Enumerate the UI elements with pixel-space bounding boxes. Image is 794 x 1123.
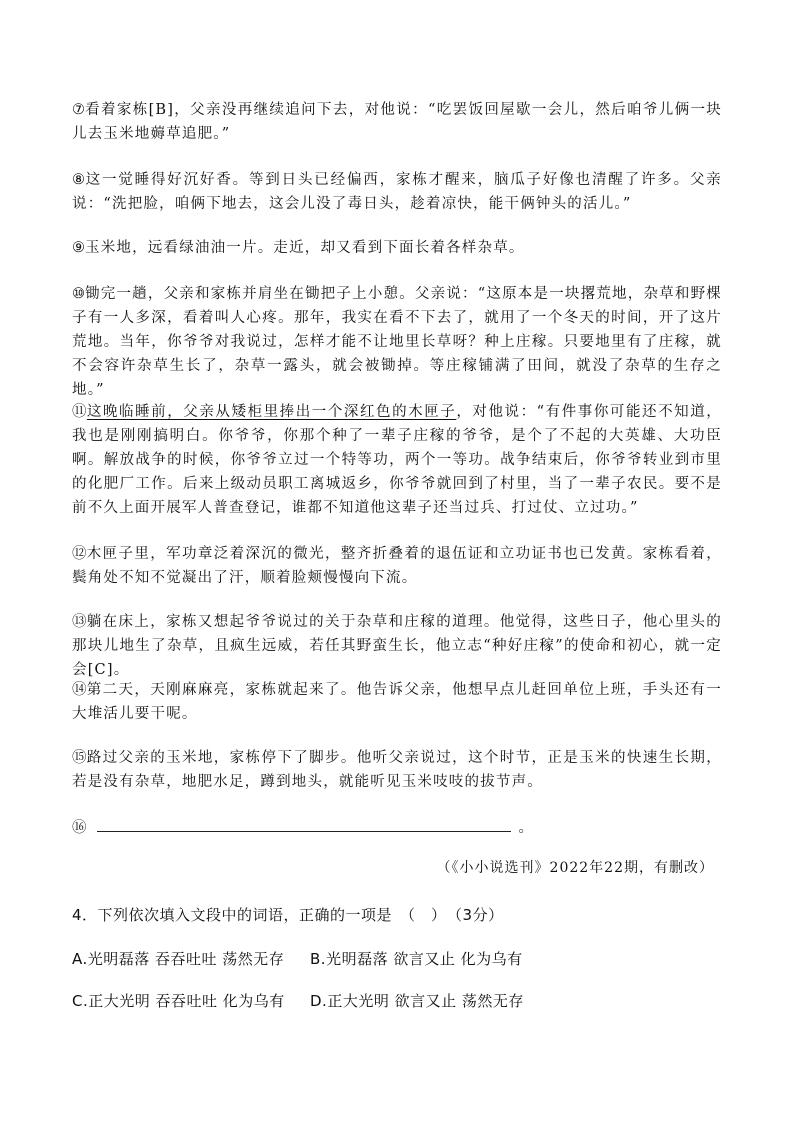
- answer-blank-line[interactable]: [97, 817, 511, 832]
- paragraph-8: [72, 168, 722, 216]
- paragraph-number: ⑭: [72, 682, 87, 698]
- paragraph-number: ⑮: [72, 750, 87, 766]
- paragraph-12: [72, 542, 722, 590]
- option-label: C.: [72, 992, 89, 1010]
- source-citation: （《小小说选刊》2022年22期，有删改）: [436, 860, 714, 876]
- options-row-2: [72, 990, 548, 1011]
- paragraph-14: [72, 678, 722, 726]
- option-label: D.: [310, 992, 328, 1010]
- underlined-sentence: 这晚临睡前，父亲从矮柜里捧出一个深红色的木匣子: [86, 404, 457, 420]
- paragraph-text: 锄完一趟，父亲和家栋并肩坐在锄把子上小憩。父亲说：“这原本是一块撂荒地，杂草和野棵子有一人多深，看着叫人心疼。那年，我实在看不下去了，就用了一个冬天的时间，开了这片荒地。当年，你爷爷对我说过，怎样才能不让地里长草呀？种上庄稼。只要地里有了庄稼，就不会容许杂草生长了，杂草一露头，就会被锄掉。等庄稼铺满了田间，就没了杂草的生存之地。”: [72, 286, 723, 398]
- paragraph-text: 木匣子里，军功章泛着深沉的微光，整齐折叠着的退伍证和立功证书也已发黄。家栋看着，鬓角处不知不觉凝出了汗，顺着脸颊慢慢向下流。: [72, 546, 722, 586]
- paragraph-15: [72, 746, 722, 794]
- paragraph-number: ⑪: [72, 404, 87, 420]
- paragraph-number: ⑧: [72, 172, 86, 188]
- paragraph-text: 躺在床上，家栋又想起爷爷说过的关于杂草和庄稼的道理。他觉得，这些日子，他心里头的那块儿地生了杂草，且疯生远威，若任其野蛮生长，他立志“种好庄稼”的使命和初心，就一定会[C]。: [72, 614, 722, 678]
- paragraph-number: ⑦: [72, 102, 86, 118]
- option-d[interactable]: [310, 990, 548, 1011]
- paragraph-text: 这一觉睡得好沉好香。等到日头已经偏西，家栋才醒来，脑瓜子好像也清醒了许多。父亲说：“洗把脸，咱俩下地去，这会儿没了毒日头，趁着凉快，能干俩钟头的活儿。”: [72, 172, 723, 212]
- paragraph-7: [72, 98, 722, 146]
- paragraph-13: [72, 610, 722, 682]
- option-text: 光明磊落 欲言又止 化为乌有: [326, 950, 523, 968]
- paragraph-number: ⑯: [72, 820, 87, 836]
- paragraph-text: 看着家栋[B]，父亲没再继续追问下去，对他说：“吃罢饭回屋歇一会儿，然后咱爷儿俩一块儿去玉米地薅草追肥。”: [72, 102, 722, 142]
- paragraph-10: [72, 282, 722, 402]
- paragraph-text: 第二天，天刚麻麻亮，家栋就起来了。他告诉父亲，他想早点儿赶回单位上班，手头还有一大堆活儿要干呢。: [72, 682, 722, 722]
- option-b[interactable]: [310, 948, 548, 969]
- option-text: 正大光明 吞吞吐吐 化为乌有: [88, 992, 285, 1010]
- paragraph-11: [72, 400, 722, 520]
- paragraph-number: ⑩: [72, 286, 86, 302]
- paragraph-text: ，对他说：“有件事你可能还不知道，我也是刚刚搞明白。你爷爷，你那个种了一辈子庄稼的爷爷，是个了不起的大英雄、大功臣啊。解放战争的时候，你爷爷立过一个特等功，两个一等功。战争结束后，你爷爷转业到市里的化肥厂工作。后来上级动员职工离城返乡，你爷爷就回到了村里，当了一辈子农民。要不是前不久上面开展军人普查登记，谁都不知道他这辈子还当过兵、打过仗、立过功。”: [72, 404, 723, 516]
- option-c[interactable]: [72, 990, 310, 1011]
- paragraph-text: 玉米地，远看绿油油一片。走近，却又看到下面长着各样杂草。: [85, 240, 525, 256]
- options-row-1: [72, 948, 548, 969]
- option-text: 光明磊落 吞吞吐吐 荡然无存: [87, 950, 285, 968]
- paragraph-text: 路过父亲的玉米地，家栋停下了脚步。他听父亲说过，这个时节，正是玉米的快速生长期，若是没有杂草，地肥水足，蹲到地头，就能听见玉米吱吱的拔节声。: [72, 750, 722, 790]
- paragraph-16-blank: [72, 816, 722, 840]
- option-label: A.: [72, 950, 88, 968]
- paragraph-number: ⑬: [72, 614, 87, 630]
- paragraph-number: ⑫: [72, 546, 87, 562]
- blank-end-punctuation: 。: [518, 820, 535, 836]
- option-a[interactable]: [72, 948, 310, 969]
- option-label: B.: [310, 950, 327, 968]
- paragraph-number: ⑨: [72, 240, 85, 256]
- paragraph-9: [72, 236, 722, 260]
- option-text: 正大光明 欲言又止 荡然无存: [327, 992, 524, 1010]
- question-stem: 4．下列依次填入文段中的词语，正确的一项是 （ ） （3分）: [72, 906, 504, 924]
